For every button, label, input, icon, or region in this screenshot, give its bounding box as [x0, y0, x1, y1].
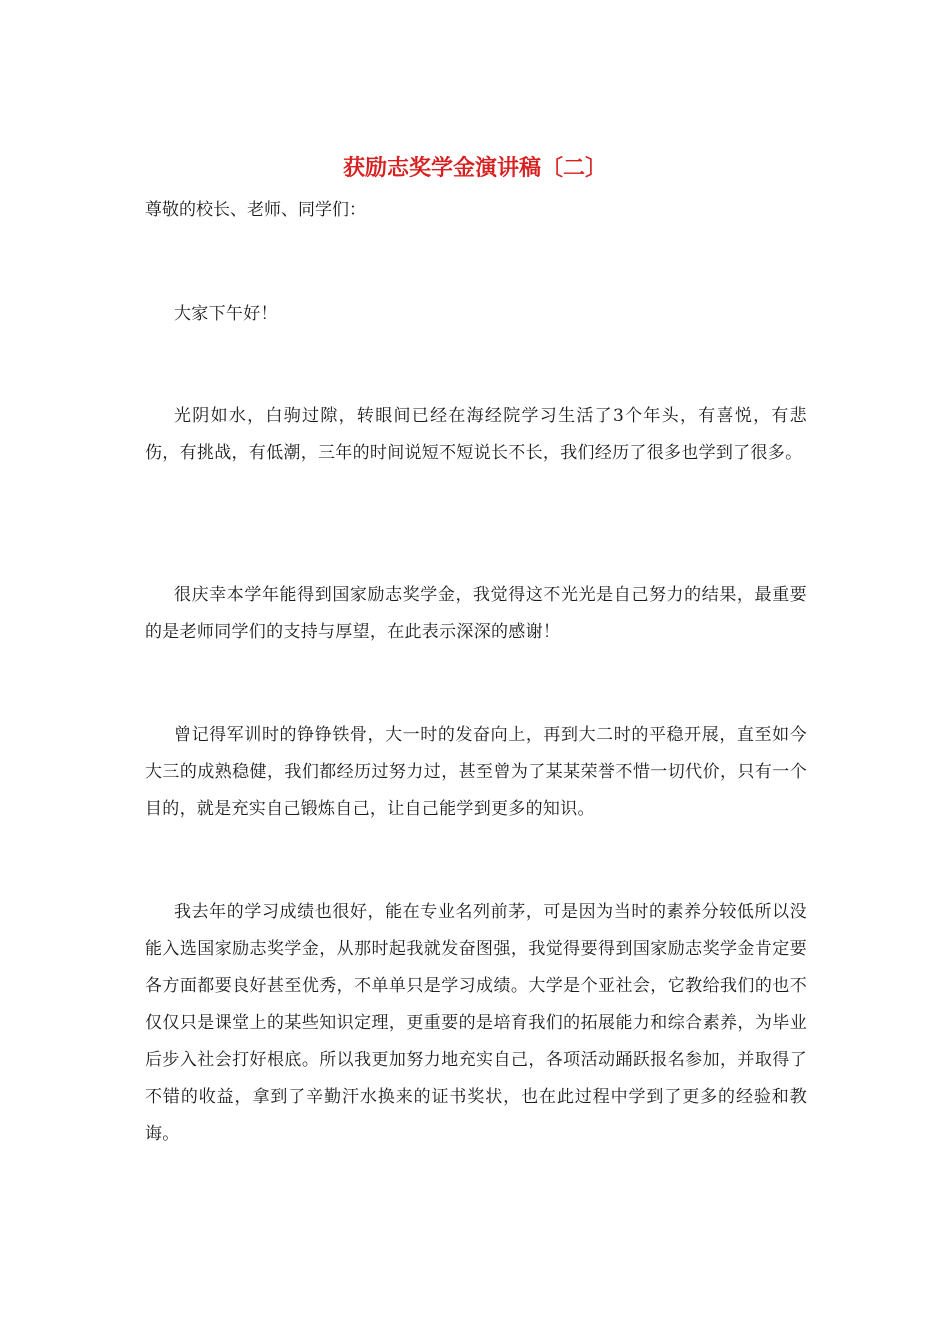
paragraph-last-year: 我去年的学习成绩也很好，能在专业名列前茅，可是因为当时的素养分较低所以没能入选国家励志奖学金，从那时起我就发奋图强，我觉得要得到国家励志奖学金肯定要各方面都要良好甚至优秀，不单单只是学习成绩。大学是个亚社会，它教给我们的也不仅仅只是课堂上的某些知识定理，更重要的是培育我们的拓展能力和综合素养，为毕业后步入社会打好根底。所以我更加努力地充实自己，各项活动踊跃报名参加，并取得了不错的收益，拿到了辛勤汗水换来的证书奖状，也在此过程中学到了更多的经验和教诲。	[145, 902, 807, 1144]
paragraph-time-passing: 光阴如水，白驹过隙，转眼间已经在海经院学习生活了3个年头，有喜悦，有悲伤，有挑战，有低潮，三年的时间说短不短说长不长，我们经历了很多也学到了很多。	[145, 406, 807, 463]
paragraph-greeting: 大家下午好！	[174, 304, 278, 324]
paragraph-gratitude: 很庆幸本学年能得到国家励志奖学金，我觉得这不光光是自己努力的结果，最重要的是老师同学们的支持与厚望，在此表示深深的感谢！	[145, 585, 807, 642]
document-title: 获励志奖学金演讲稿〔二〕	[342, 155, 607, 181]
paragraph-memories: 曾记得军训时的铮铮铁骨，大一时的发奋向上，再到大二时的平稳开展，直至如今大三的成熟稳健，我们都经历过努力过，甚至曾为了某某荣誉不惜一切代价，只有一个目的，就是充实自己锻炼自己，让自己能学到更多的知识。	[145, 725, 807, 819]
salutation: 尊敬的校长、老师、同学们：	[145, 200, 366, 220]
